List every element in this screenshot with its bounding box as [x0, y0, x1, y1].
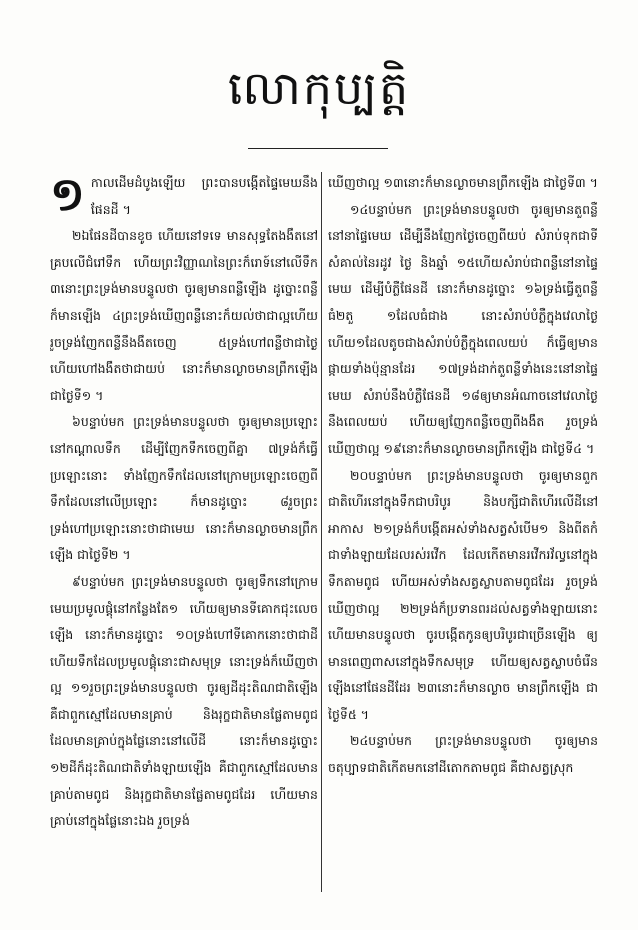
paragraph-7: ២០បន្ទាប់មក ព្រះទ្រង់មានបន្ទូលថា ចូរឲ្យមានពួកជាតិហើរនៅក្នុងទឹកជាបរិបូរ និងបក្សីជាតិហើរលើដីនៅអាកាស ២១ទ្រង់ក៏បង្កើតអស់ទាំងសត្វសំបើម១ និងពីតកំជាទាំងឡាយដែលរស់រវើក ដែលកើតមានរវើករវ័ល្វនៅក្នុងទឹកតាមពូជ ហើយអស់ទាំងសត្វស្លាបតាមពូជដែរ រួចទ្រង់ឃើញថាល្អ ២២ទ្រង់ក៏ប្រទានពរដល់សត្វទាំងឡាយនោះ ហើយមានបន្ទូលថា ចូរបង្កើតកូនឲ្យបរិបូរជាច្រើនឡើង ឲ្យមានពេញពាសនៅក្នុងទឹកសមុទ្រ ហើយឲ្យសត្វស្លាបចំរើនឡើងនៅផែនដីដែរ ២៣នោះក៏មានល្ងាច មានព្រឹកឡើង ជាថ្ងៃទី៥ ។	[328, 467, 598, 722]
paragraph-3: ៦បន្ទាប់មក ព្រះទ្រង់មានបន្ទូលថា ចូរឲ្យមានប្រឡោះនៅកណ្តាលទឹក ដើម្បីញែកទឹកចេញពីគ្នា ៧ទ្រង់ក៏ធ្វើប្រឡោះនោះ ទាំងញែកទឹកដែលនៅក្រោមប្រឡោះចេញពីទឹកដែលនៅលើប្រឡោះ ក៏មានដូច្នោះ ៨រួចព្រះទ្រង់ហៅប្រឡោះនោះថាជាមេឃ នោះក៏មានល្ងាចមានព្រឹកឡើង ជាថ្ងៃទី២ ។	[50, 414, 318, 563]
paragraph-8: ២៤បន្ទាប់មក ព្រះទ្រង់មានបន្ទូលថា ចូរឲ្យមានចតុប្បាទជាតិកើតមកនៅដីតោកតាមពូជ គឺជាសត្វស្រុក	[328, 733, 598, 776]
paragraph-1	[50, 170, 318, 223]
paragraph-4: ៩បន្ទាប់មក ព្រះទ្រង់មានបន្ទូលថា ចូរឲ្យទឹកនៅក្រោមមេឃប្រមូលផ្តុំនៅកន្លែងតែ១ ហើយឲ្យមានទីគោកជុះលេចឡើង នោះក៏មានដូច្នោះ ១០ទ្រង់ហៅទីគោកនោះថាជាដី ហើយទឹកដែលប្រមូលផ្តុំនោះជាសមុទ្រ នោះទ្រង់ក៏ឃើញថាល្អ ១១រួចព្រះទ្រង់មានបន្ទូលថា ចូរឲ្យដីដុះតិណជាតិឡើង គឺជាពួកស្មៅដែលមានគ្រាប់ និងរុក្ខជាតិមានផ្លែតាមពូជ ដែលមានគ្រាប់ក្នុងផ្លែនោះនៅលើដី នោះក៏មានដូច្នោះ ១២ដីក៏ដុះតិណជាតិទាំងឡាយឡើង គឺជាពួកស្មៅដែលមានគ្រាប់តាមពូជ និងរុក្ខជាតិមានផ្លែតាមពូជដែរ ហើយមានគ្រាប់នៅក្នុងផ្លែនោះឯង រួចទ្រង់	[50, 573, 318, 829]
right-column	[328, 170, 598, 900]
paragraph-5: ឃើញថាល្អ ១៣នោះក៏មានល្ងាចមានព្រឹកឡើង ជាថ្ងៃទី៣ ។	[328, 175, 598, 190]
page-title: លោកុប្បត្តិ	[227, 61, 411, 115]
paragraph-2: ២ឯផែនដីបានខូច ហើយនៅទទេ មានសុទ្ធតែងងឹតនៅគ្របលើជំរៅទឹក ហើយព្រះវិញ្ញាណនៃព្រះក៏រោទ៍នៅលើទឹក ៣នោះព្រះទ្រង់មានបន្ទូលថា ចូរឲ្យមានពន្លឺឡើង ដូច្នោះពន្លឺក៏មានឡើង ៤ព្រះទ្រង់ឃើញពន្លឺនោះក៏យល់ថាជាល្អហើយ រួចទ្រង់ញែកពន្លឺនឹងងឹតចេញ ៥ទ្រង់ហៅពន្លឺថាជាថ្ងៃ ហើយហៅងងឹតថាជាយប់ នោះក៏មានល្ងាចមានព្រឹកឡើង ជាថ្ងៃទី១ ។	[50, 228, 318, 403]
column-divider	[321, 172, 322, 892]
left-column	[50, 170, 318, 900]
title-underline	[248, 148, 388, 149]
paragraph-text: កាលដើមដំបូងឡើយ ព្រះបានបង្កើតផ្ទៃមេឃនឹងផែនដី ។	[90, 175, 318, 217]
paragraph-6: ១៤បន្ទាប់មក ព្រះទ្រង់មានបន្ទូលថា ចូរឲ្យមានតួពន្លឺនៅនាផ្ទៃមេឃ ដើម្បីនឹងញែកថ្ងៃចេញពីយប់ សំរាប់ទុកជាទីសំគាល់នៃរដូវ ថ្ងៃ និងឆ្នាំ ១៥ហើយសំរាប់ជាពន្លឺនៅនាផ្ទៃមេឃ ដើម្បីបំភ្លឺផែនដី នោះក៏មានដូច្នោះ ១៦ទ្រង់ធ្វើតួពន្លឺធំ២តួ ១ដែលធំជាង នោះសំរាប់បំភ្លឺក្នុងវេលាថ្ងៃ ហើយ១ដែលតូចជាងសំរាប់បំភ្លឺក្នុងពេលយប់ ក៏ធ្វើឲ្យមានផ្កាយទាំងប៉ុន្មានដែរ ១៧ទ្រង់ដាក់តួពន្លឺទាំងនេះនៅនាផ្ទៃមេឃ សំរាប់នឹងបំភ្លឺផែនដី ១៨ឲ្យមានអំណាចនៅវេលាថ្ងៃនឹងពេលយប់ ហើយឲ្យញែកពន្លឺចេញពីងងឹត រួចទ្រង់ឃើញថាល្អ ១៩នោះក៏មានល្ងាចមានព្រឹកឡើង ជាថ្ងៃទី៤ ។	[328, 201, 598, 456]
chapter-number: ១	[50, 170, 85, 221]
